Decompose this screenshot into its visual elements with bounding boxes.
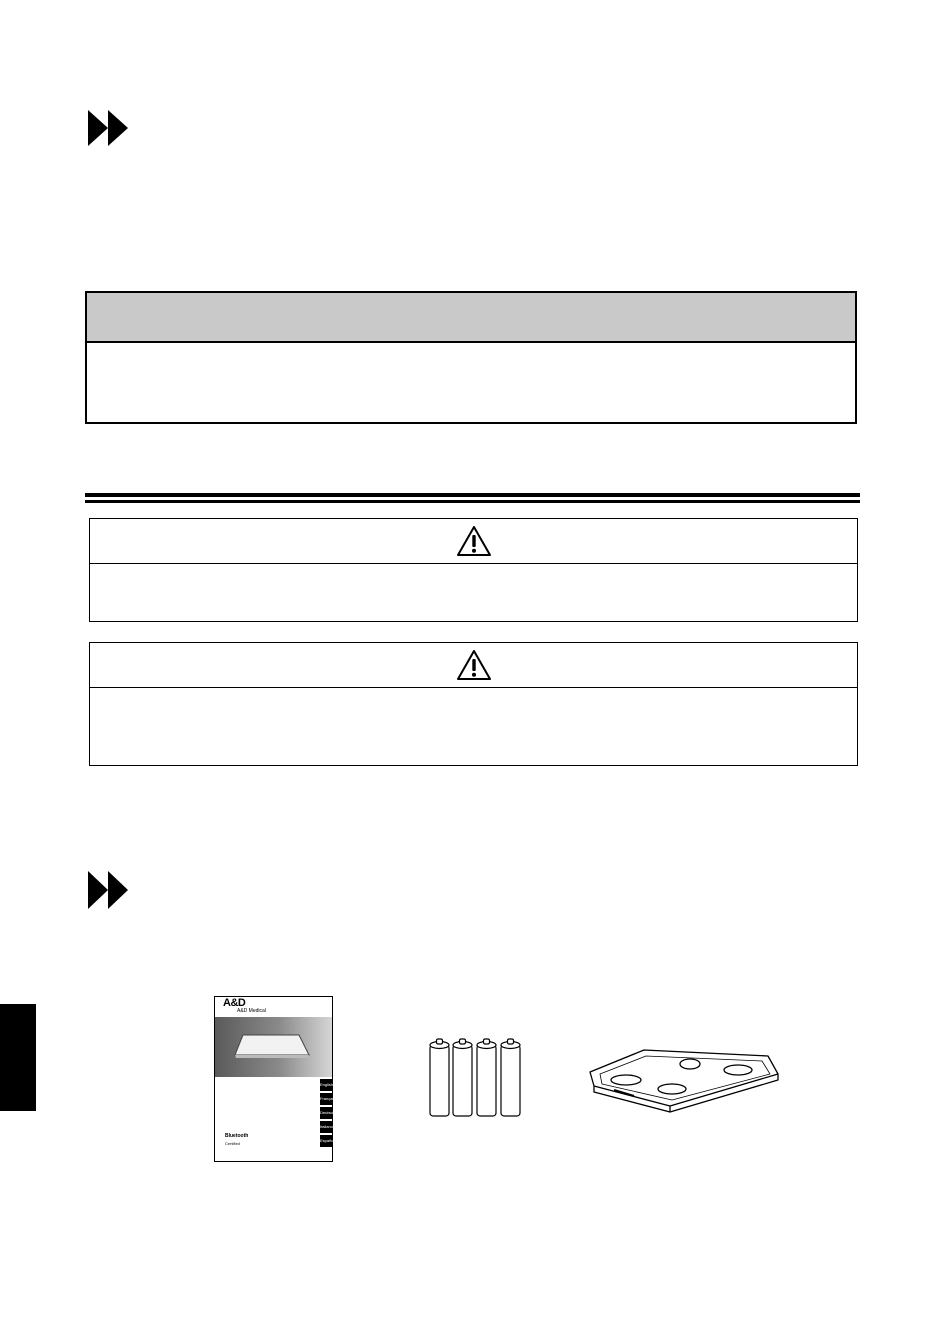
manual-language-tabs	[320, 1079, 336, 1149]
body-composition-scale-icon	[586, 1044, 782, 1116]
scale-thumbnail-icon	[233, 1031, 313, 1061]
language-tab: Italiano	[320, 1121, 332, 1133]
manual-brand: A&D Medical	[237, 1008, 266, 1014]
aaa-batteries-icon	[426, 1038, 530, 1118]
page-side-tab	[0, 1004, 36, 1111]
section-rule-bottom	[85, 500, 860, 503]
certified-label: Certified	[225, 1141, 240, 1146]
manual-logo: A&D	[223, 997, 246, 1009]
note-box	[85, 291, 857, 424]
manual-cover-band	[215, 1017, 332, 1077]
instruction-manual-illustration	[214, 996, 336, 1162]
language-tab: English	[320, 1079, 332, 1091]
bluetooth-label: Bluetooth	[225, 1133, 249, 1139]
warning-box-header	[90, 519, 857, 564]
section-rule-top	[85, 493, 860, 497]
caution-box-header	[90, 643, 857, 688]
caution-box	[89, 642, 858, 766]
section-marker-icon	[88, 110, 130, 146]
warning-box	[89, 518, 858, 622]
note-box-header	[87, 293, 855, 343]
note-box-body	[87, 343, 855, 422]
section-marker-icon	[88, 871, 130, 909]
language-tab: Español	[320, 1135, 332, 1147]
warning-triangle-icon	[456, 525, 492, 557]
language-tab: Deutsch	[320, 1107, 332, 1119]
language-tab: Français	[320, 1093, 332, 1105]
warning-triangle-icon	[456, 649, 492, 681]
